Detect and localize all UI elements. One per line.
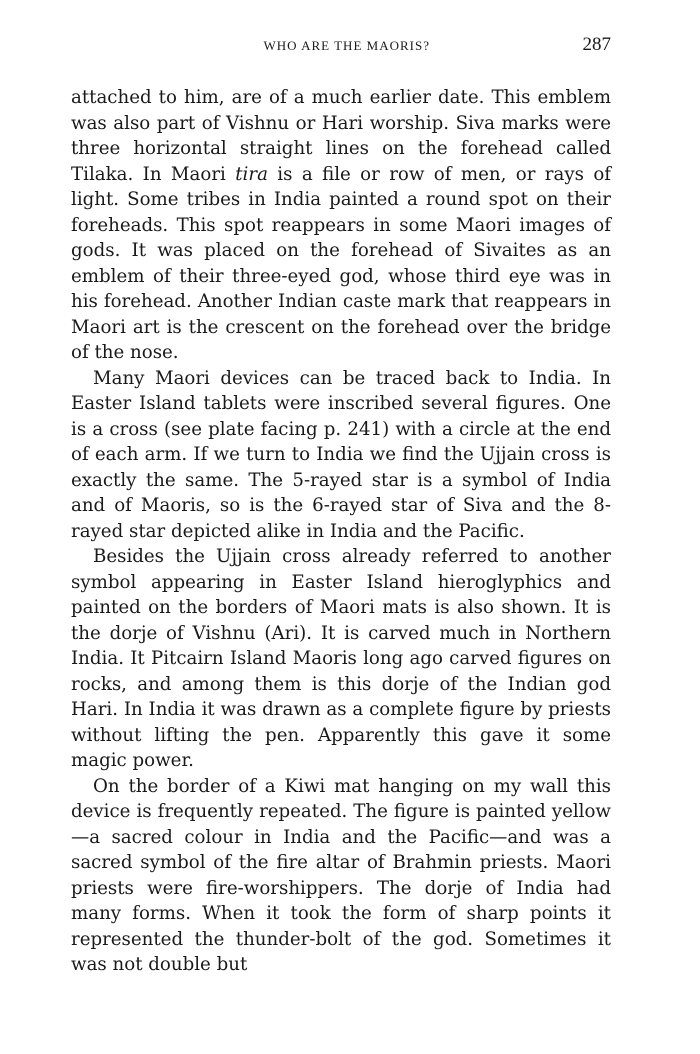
italic-term: tira xyxy=(235,163,268,185)
book-page xyxy=(71,34,611,978)
paragraph: On the border of a Kiwi mat hanging on my wall this device is frequently repeated. The figure is painted yellow—a sacred colour in India and the Pacific—and was a sacred symbol of the fire altar of Brahmin priests. Maori priests were fire-worshippers. The dorje of India had many forms. When it took the form of sharp points it represented the thunder-bolt of the god. Sometimes it was not double but xyxy=(71,775,611,975)
paragraph-continued xyxy=(71,85,611,366)
running-header xyxy=(71,34,611,64)
page-number: 287 xyxy=(582,34,611,55)
paragraph-text: attached to him, are of a much earlier date. This emblem was also part of Vishnu or Hari worship. Siva marks were three horizontal straight lines on the forehead called Tilaka. In Maori xyxy=(71,87,611,185)
paragraph: Besides the Ujjain cross already referred to another symbol appearing in Easter Island hieroglyphics and painted on the borders of Maori mats is also shown. It is the dorje of Vishnu (Ari). It is carved much in Northern India. It Pitcairn Island Maoris long ago carved figures on rocks, and among them is this dorje of the Indian god Hari. In India it was drawn as a complete figure by priests without lifting the pen. Apparently this gave it some magic power. xyxy=(71,546,611,771)
paragraph-text: is a file or row of men, or rays of light. Some tribes in India painted a round spot on their foreheads. This spot reappears in some Maori images of gods. It was placed on the forehead of Sivaites as an emblem of their three-eyed god, whose third eye was in his forehead. Another Indian caste mark that reappears in Maori art is the crescent on the forehead over the bridge of the nose. xyxy=(71,163,612,363)
paragraph: Many Maori devices can be traced back to India. In Easter Island tablets were inscribed several figures. One is a cross (see plate facing p. 241) with a circle at the end of each arm. If we turn to India we find the Ujjain cross is exactly the same. The 5-rayed star is a symbol of India and of Maoris, so is the 6-rayed star of Siva and the 8-rayed star depicted alike in India and the Pacific. xyxy=(71,367,611,542)
running-head-title: WHO ARE THE MAORIS? xyxy=(263,38,430,53)
